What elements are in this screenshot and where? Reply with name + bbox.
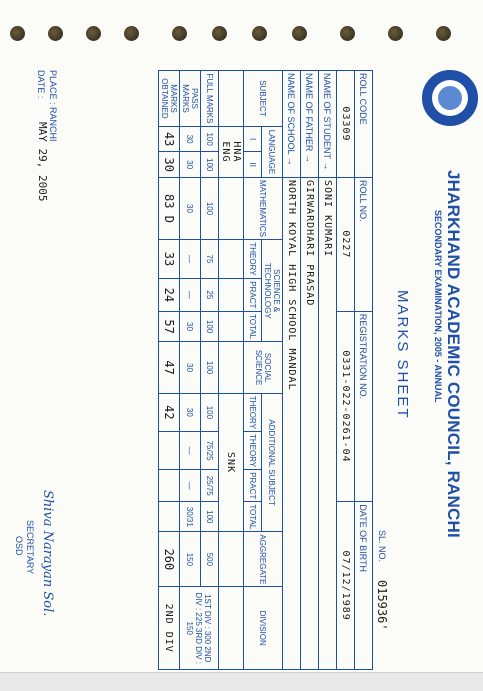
registration-label: REGISTRATION NO. bbox=[355, 311, 373, 502]
full-mark-cell: 100 bbox=[201, 502, 219, 532]
language-label: LANGUAGE bbox=[262, 126, 283, 177]
aggregate-obtained: 260 bbox=[159, 532, 180, 587]
science-label: SCIENCE & TECHNOLOGY bbox=[262, 240, 283, 342]
pass-mark-cell: — bbox=[180, 240, 201, 279]
subjects-handwritten-label bbox=[219, 71, 244, 127]
pass-marks-label: PASS MARKS bbox=[180, 71, 201, 127]
dob-label: DATE OF BIRTH bbox=[355, 502, 373, 670]
obtained-mark-cell bbox=[159, 431, 180, 469]
division-rules: 1ST DIV : 300 2ND DIV : 225 3RD DIV : 150 bbox=[180, 587, 219, 670]
pass-mark-cell: — bbox=[180, 278, 201, 311]
table-row bbox=[262, 71, 283, 670]
full-mark-cell: 75 bbox=[201, 240, 219, 279]
serial-number: 015936' bbox=[375, 580, 389, 631]
pass-mark-cell: 30 bbox=[180, 177, 201, 239]
mathematics-label: MATHEMATICS bbox=[244, 177, 283, 239]
pass-mark-cell: — bbox=[180, 431, 201, 469]
obtained-mark-cell: 57 bbox=[159, 311, 180, 342]
dob-value: 07/12/1989 bbox=[337, 502, 355, 670]
table-row bbox=[159, 71, 180, 670]
student-name-value: SONI KUMARI bbox=[319, 177, 337, 669]
science-total-label: TOTAL bbox=[244, 311, 262, 342]
full-mark-cell: 100 bbox=[201, 393, 219, 431]
obtained-mark-cell bbox=[159, 502, 180, 532]
obtained-mark-cell bbox=[159, 470, 180, 502]
full-mark-cell: 100 bbox=[201, 152, 219, 178]
table-row bbox=[355, 71, 373, 670]
roll-no-value: 0227 bbox=[337, 177, 355, 311]
school-name-value: NORTH KOYAL HIGH SCHOOL MANDAL bbox=[283, 177, 301, 669]
osd-label: OSD bbox=[14, 536, 24, 556]
obtained-mark-cell: 30 bbox=[159, 152, 180, 178]
registration-value: 0331-022-0261-04 bbox=[337, 311, 355, 502]
science-theory-label: THEORY bbox=[244, 240, 262, 279]
social-science-label: SOCIAL SCIENCE bbox=[244, 342, 283, 393]
additional-pract-label: PRACT bbox=[244, 470, 262, 502]
obtained-mark-cell: 43 bbox=[159, 126, 180, 152]
full-mark-cell: 25/75 bbox=[201, 470, 219, 502]
exam-subtitle: SECONDARY EXAMINATION, 2005 - ANNUAL bbox=[433, 210, 443, 403]
additional-theory-label: THEORY bbox=[244, 393, 262, 431]
pass-mark-cell: 30 bbox=[180, 342, 201, 393]
date-label: DATE : bbox=[36, 70, 46, 99]
full-mark-cell: 75/25 bbox=[201, 431, 219, 469]
pass-mark-cell: 30 bbox=[180, 126, 201, 152]
math-obtained-cell bbox=[159, 177, 180, 239]
division-value: 2ND DIV bbox=[159, 587, 180, 670]
issue-date: MAY 29, 2005 bbox=[36, 122, 49, 202]
math-mark: 83 bbox=[162, 194, 176, 209]
table-row bbox=[201, 71, 219, 670]
pass-mark-cell: 30/31 bbox=[180, 502, 201, 532]
additional-subject-label: ADDITIONAL SUBJECT bbox=[262, 393, 283, 532]
additional-total-label: TOTAL bbox=[244, 502, 262, 532]
additional-theory-label-2: THEORY bbox=[244, 431, 262, 469]
full-mark-cell: 100 bbox=[201, 126, 219, 152]
pass-mark-cell: — bbox=[180, 470, 201, 502]
table-row bbox=[337, 71, 355, 670]
roll-code-label: ROLL CODE bbox=[355, 71, 373, 178]
table-row bbox=[219, 71, 244, 670]
father-name-label: NAME OF FATHER → bbox=[301, 71, 319, 178]
full-mark-cell: 100 bbox=[201, 311, 219, 342]
table-row bbox=[180, 71, 201, 670]
father-name-value: GIRWARDHARI PRASAD bbox=[301, 177, 319, 669]
obtained-mark-cell: 24 bbox=[159, 278, 180, 311]
council-logo-icon bbox=[422, 70, 478, 126]
full-mark-cell: 500 bbox=[201, 532, 219, 587]
marks-sheet-title: MARKS SHEET bbox=[394, 290, 411, 420]
language-ii-label: II bbox=[244, 152, 262, 178]
signature: Shiva Narayan Sol. bbox=[40, 490, 55, 617]
subject-label: SUBJECT bbox=[244, 71, 283, 127]
pass-mark-cell: 150 bbox=[180, 532, 201, 587]
obtained-mark-cell: 33 bbox=[159, 240, 180, 279]
aggregate-label: AGGREGATE bbox=[244, 532, 283, 587]
school-name-label: NAME OF SCHOOL → bbox=[283, 71, 301, 178]
bottom-strip bbox=[0, 672, 483, 691]
math-grade: D bbox=[162, 215, 176, 223]
place-label: PLACE : RANCHI bbox=[48, 70, 58, 142]
additional-subject-value: SNK bbox=[219, 393, 244, 532]
obtained-mark-cell: 42 bbox=[159, 393, 180, 431]
pass-mark-cell: 30 bbox=[180, 152, 201, 178]
marks-table bbox=[158, 70, 373, 670]
languages-value: HNA ENG bbox=[219, 126, 244, 177]
obtained-mark-cell: 47 bbox=[159, 342, 180, 393]
table-row bbox=[319, 71, 337, 670]
science-pract-label: PRACT bbox=[244, 278, 262, 311]
marks-sheet bbox=[0, 60, 483, 680]
table-row bbox=[283, 71, 301, 670]
division-label: DIVISION bbox=[244, 587, 283, 670]
council-title: JHARKHAND ACADEMIC COUNCIL, RANCHI bbox=[444, 170, 463, 538]
table-row bbox=[301, 71, 319, 670]
pass-mark-cell: 30 bbox=[180, 393, 201, 431]
full-mark-cell: 100 bbox=[201, 342, 219, 393]
roll-code-value: 03309 bbox=[337, 71, 355, 178]
marks-obtained-label: MARKS OBTAINED bbox=[159, 71, 180, 127]
pass-mark-cell: 30 bbox=[180, 311, 201, 342]
roll-no-label: ROLL NO. bbox=[355, 177, 373, 311]
language-i-label: I bbox=[244, 126, 262, 152]
full-mark-cell: 25 bbox=[201, 278, 219, 311]
full-marks-label: FULL MARKS bbox=[201, 71, 219, 127]
student-name-label: NAME OF STUDENT → bbox=[319, 71, 337, 178]
serial-label: SL. NO. bbox=[377, 530, 387, 563]
full-mark-cell: 100 bbox=[201, 177, 219, 239]
secretary-label: SECRETARY bbox=[25, 520, 35, 575]
